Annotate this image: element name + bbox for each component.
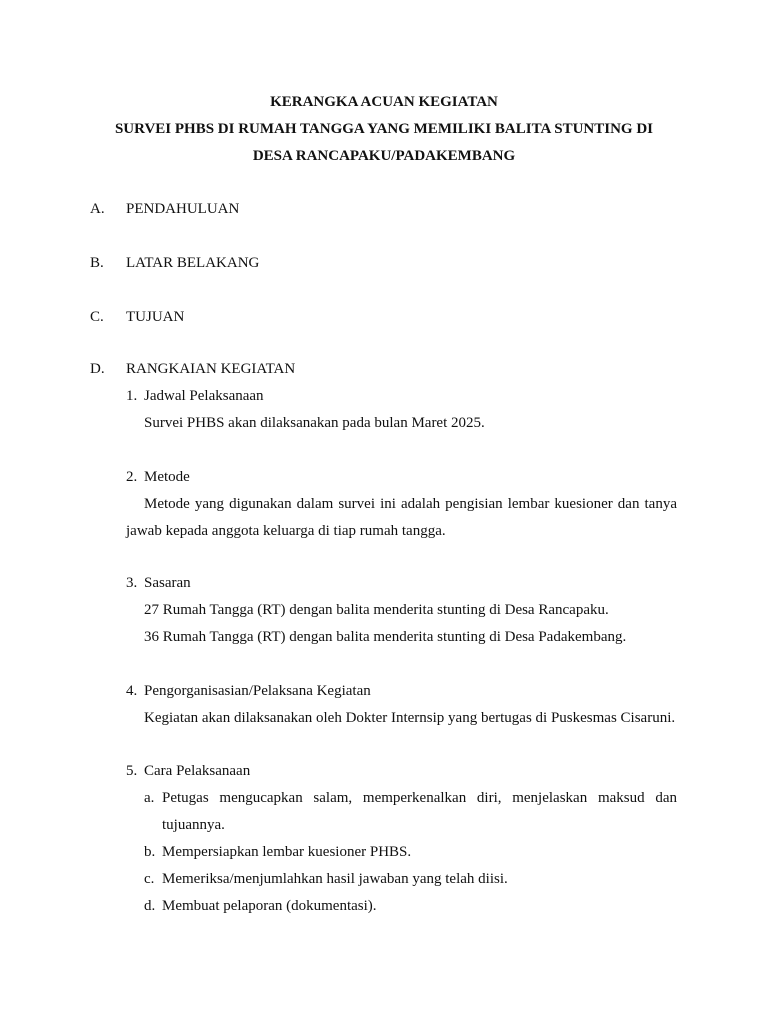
section-d-letter: D. — [90, 361, 105, 377]
step-c-text: Memeriksa/menjumlahkan hasil jawaban yang telah diisi. — [162, 871, 508, 887]
item-2-body-line1: Metode yang digunakan dalam survei ini adalah pengisian lembar kuesioner dan tanya — [144, 496, 677, 512]
item-2-body-line2: jawab kepada anggota keluarga di tiap rumah tangga. — [126, 523, 446, 539]
step-a-letter: a. — [144, 790, 155, 806]
item-2-number: 2. — [126, 469, 138, 485]
item-3-body-line2: 36 Rumah Tangga (RT) dengan balita menderita stunting di Desa Padakembang. — [144, 629, 627, 645]
item-3-number: 3. — [126, 575, 138, 591]
item-2-title: Metode — [144, 469, 190, 485]
step-b-letter: b. — [144, 844, 156, 860]
item-1-number: 1. — [126, 388, 138, 404]
step-c-letter: c. — [144, 871, 155, 887]
section-c-title: TUJUAN — [126, 309, 185, 325]
item-1-body: Survei PHBS akan dilaksanakan pada bulan Maret 2025. — [144, 415, 485, 431]
item-3-body-line1: 27 Rumah Tangga (RT) dengan balita menderita stunting di Desa Rancapaku. — [144, 602, 609, 618]
section-d-title: RANGKAIAN KEGIATAN — [126, 361, 296, 377]
item-4-body: Kegiatan akan dilaksanakan oleh Dokter Internsip yang bertugas di Puskesmas Cisaruni. — [144, 710, 676, 726]
section-a-title: PENDAHULUAN — [126, 201, 240, 217]
item-4-number: 4. — [126, 683, 138, 699]
document-subtitle-line1: SURVEI PHBS DI RUMAH TANGGA YANG MEMILIKI BALITA STUNTING DI — [114, 121, 654, 137]
item-3-title: Sasaran — [144, 575, 191, 591]
section-c-letter: C. — [90, 309, 104, 325]
section-a-letter: A. — [90, 201, 105, 217]
item-5-title: Cara Pelaksanaan — [144, 763, 251, 779]
item-5-number: 5. — [126, 763, 138, 779]
step-b-text: Mempersiapkan lembar kuesioner PHBS. — [162, 844, 412, 860]
section-b-title: LATAR BELAKANG — [126, 255, 260, 271]
document-subtitle-line2: DESA RANCAPAKU/PADAKEMBANG — [252, 148, 516, 164]
step-a-text-line2: tujuannya. — [162, 817, 225, 833]
step-d-text: Membuat pelaporan (dokumentasi). — [162, 898, 377, 914]
item-4-title: Pengorganisasian/Pelaksana Kegiatan — [144, 683, 371, 699]
item-1-title: Jadwal Pelaksanaan — [144, 388, 264, 404]
section-b-letter: B. — [90, 255, 104, 271]
step-a-text-line1: Petugas mengucapkan salam, memperkenalkan diri, menjelaskan maksud dan — [162, 790, 677, 806]
document-title: KERANGKA ACUAN KEGIATAN — [270, 94, 498, 110]
step-d-letter: d. — [144, 898, 156, 914]
